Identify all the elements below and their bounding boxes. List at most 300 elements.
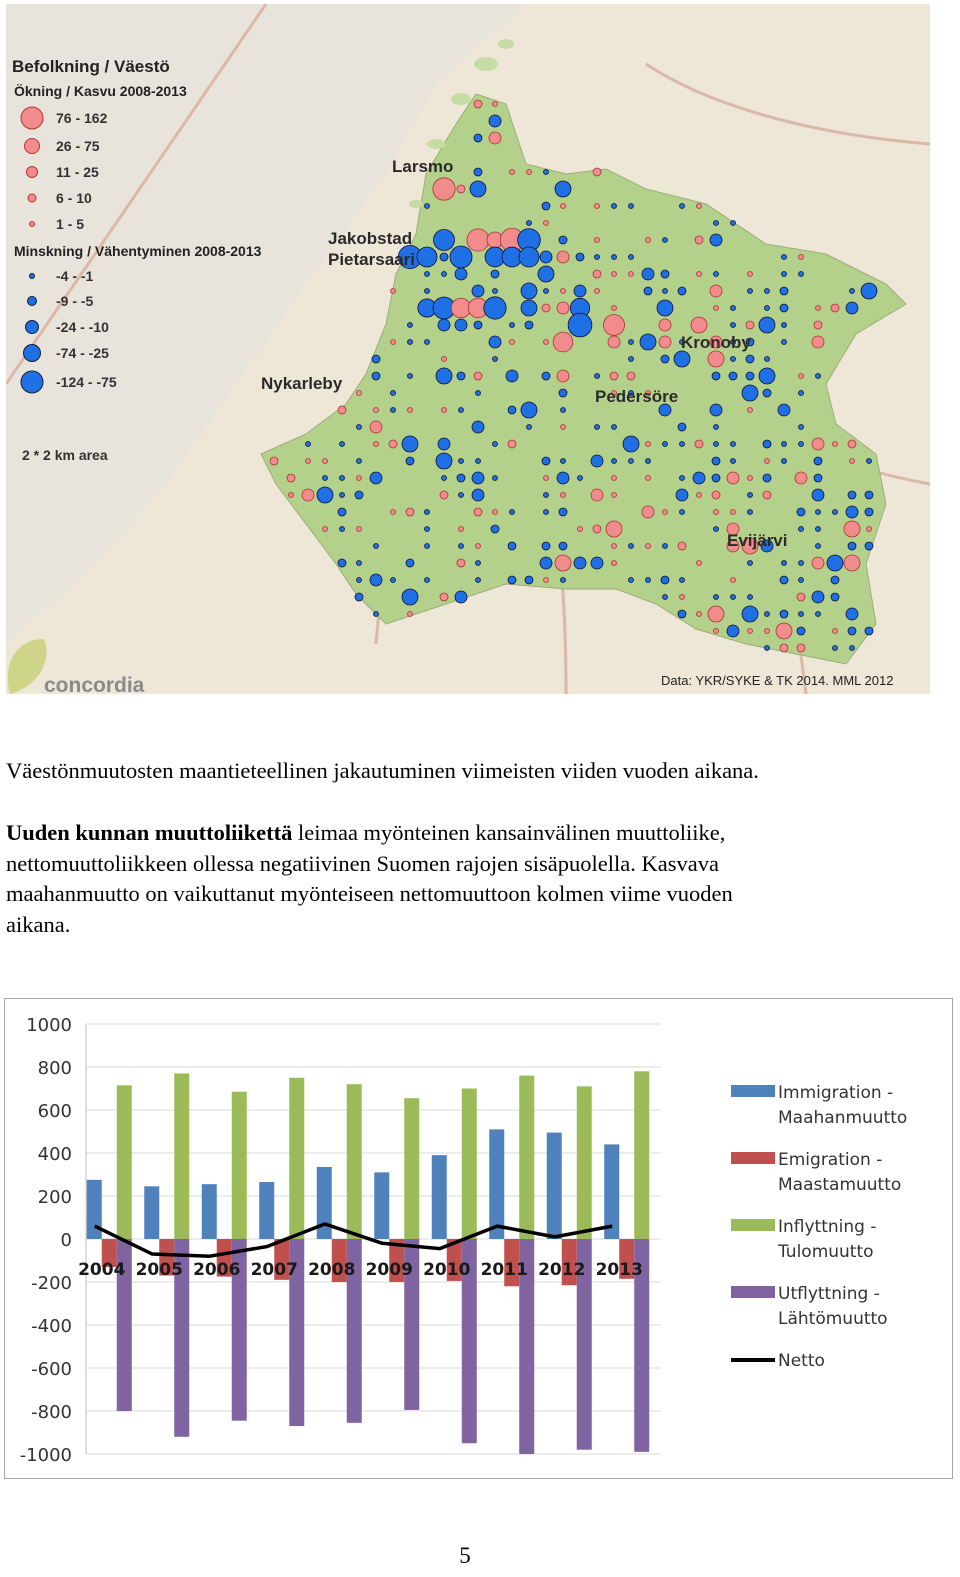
population-decrease-dot bbox=[742, 385, 758, 401]
population-decrease-dot bbox=[676, 489, 688, 501]
population-decrease-dot bbox=[678, 287, 686, 295]
population-increase-dot bbox=[593, 168, 601, 176]
population-increase-dot bbox=[306, 459, 311, 464]
population-decrease-dot bbox=[574, 557, 586, 569]
population-decrease-dot bbox=[508, 576, 516, 584]
population-decrease-dot bbox=[759, 317, 775, 333]
population-increase-dot bbox=[440, 491, 448, 499]
population-decrease-dot bbox=[714, 442, 719, 447]
population-decrease-dot bbox=[561, 578, 566, 583]
population-decrease-dot bbox=[489, 115, 501, 127]
population-decrease-dot bbox=[474, 134, 482, 142]
population-decrease-dot bbox=[340, 527, 345, 532]
migration-chart bbox=[4, 998, 954, 1480]
population-increase-dot bbox=[323, 527, 328, 532]
population-decrease-dot bbox=[731, 595, 736, 600]
population-decrease-dot bbox=[425, 510, 430, 515]
population-decrease-dot bbox=[799, 425, 804, 430]
bar-immigration-2011 bbox=[489, 1129, 504, 1239]
population-increase-dot bbox=[595, 238, 600, 243]
y-tick-label: -200 bbox=[31, 1273, 72, 1294]
population-increase-dot bbox=[697, 204, 702, 209]
population-decrease-dot bbox=[661, 355, 669, 363]
population-decrease-dot bbox=[712, 474, 720, 482]
population-increase-dot bbox=[591, 489, 603, 501]
population-decrease-dot bbox=[765, 612, 770, 617]
population-decrease-dot bbox=[623, 436, 639, 452]
legend-decrease-title: Minskning / Vähentyminen 2008-2013 bbox=[14, 243, 262, 259]
y-tick-label: -800 bbox=[31, 1402, 72, 1423]
population-decrease-dot bbox=[357, 561, 362, 566]
population-decrease-dot bbox=[778, 404, 790, 416]
population-decrease-dot bbox=[814, 457, 822, 465]
population-decrease-dot bbox=[759, 368, 775, 384]
population-decrease-dot bbox=[459, 459, 464, 464]
population-decrease-dot bbox=[663, 289, 668, 294]
population-decrease-dot bbox=[644, 287, 652, 295]
population-increase-dot bbox=[697, 272, 702, 277]
population-increase-dot bbox=[833, 442, 838, 447]
population-increase-dot bbox=[799, 374, 804, 379]
population-increase-dot bbox=[544, 476, 549, 481]
population-decrease-dot bbox=[340, 493, 345, 498]
population-increase-dot bbox=[302, 489, 314, 501]
population-decrease-dot bbox=[470, 181, 486, 197]
population-decrease-dot bbox=[799, 442, 804, 447]
population-decrease-dot bbox=[782, 255, 787, 260]
x-tick-label-2012: 2012 bbox=[538, 1260, 586, 1280]
place-label-pedersore: Pedersöre bbox=[595, 387, 679, 406]
population-decrease-dot bbox=[629, 544, 634, 549]
y-tick-label: 1000 bbox=[26, 1015, 72, 1036]
population-decrease-dot bbox=[408, 340, 413, 345]
population-increase-dot bbox=[561, 425, 566, 430]
legend-decrease-label-5: -124 - -75 bbox=[56, 374, 117, 390]
population-increase-dot bbox=[646, 544, 651, 549]
population-decrease-dot bbox=[438, 319, 450, 331]
population-increase-dot bbox=[695, 236, 703, 244]
population-increase-dot bbox=[527, 170, 532, 175]
population-increase-dot bbox=[593, 525, 601, 533]
population-decrease-dot bbox=[663, 595, 668, 600]
population-increase-dot bbox=[708, 351, 724, 367]
population-decrease-dot bbox=[799, 578, 804, 583]
population-decrease-dot bbox=[493, 289, 498, 294]
population-increase-dot bbox=[542, 304, 550, 312]
population-increase-dot bbox=[765, 459, 770, 464]
population-decrease-dot bbox=[544, 289, 549, 294]
population-decrease-dot bbox=[406, 559, 414, 567]
population-increase-dot bbox=[289, 493, 294, 498]
population-decrease-dot bbox=[559, 236, 567, 244]
bar-inflyttning-2008 bbox=[347, 1084, 362, 1239]
population-increase-dot bbox=[780, 644, 788, 652]
population-decrease-dot bbox=[816, 612, 821, 617]
population-decrease-dot bbox=[317, 487, 333, 503]
y-tick-label: 400 bbox=[37, 1144, 72, 1165]
legend-label-line-2: Lähtömuutto bbox=[778, 1309, 888, 1329]
population-decrease-dot bbox=[476, 459, 481, 464]
population-increase-dot bbox=[553, 332, 573, 352]
population-decrease-dot bbox=[425, 340, 430, 345]
population-decrease-dot bbox=[674, 351, 690, 367]
x-tick-label-2013: 2013 bbox=[595, 1260, 643, 1280]
population-increase-dot bbox=[608, 336, 620, 348]
population-decrease-dot bbox=[748, 493, 753, 498]
population-decrease-dot bbox=[742, 606, 758, 622]
legend-decrease-label-3: -24 - -10 bbox=[56, 319, 109, 335]
population-increase-dot bbox=[710, 285, 722, 297]
population-decrease-dot bbox=[680, 510, 685, 515]
population-decrease-dot bbox=[799, 612, 804, 617]
population-decrease-dot bbox=[406, 457, 414, 465]
population-decrease-dot bbox=[814, 474, 822, 482]
population-decrease-dot bbox=[710, 404, 722, 416]
population-decrease-dot bbox=[629, 578, 634, 583]
population-increase-dot bbox=[508, 440, 516, 448]
population-decrease-dot bbox=[374, 612, 379, 617]
legend-increase-label-4: 6 - 10 bbox=[56, 190, 92, 206]
population-decrease-dot bbox=[661, 270, 669, 278]
population-decrease-dot bbox=[391, 391, 396, 396]
population-decrease-dot bbox=[714, 221, 719, 226]
population-increase-dot bbox=[697, 612, 702, 617]
population-increase-dot bbox=[629, 272, 634, 277]
population-decrease-dot bbox=[712, 372, 720, 380]
population-increase-dot bbox=[561, 289, 566, 294]
population-decrease-dot bbox=[357, 459, 362, 464]
population-increase-dot bbox=[389, 440, 397, 448]
population-increase-dot bbox=[680, 595, 685, 600]
legend-decrease-symbol-5 bbox=[21, 371, 43, 393]
legend-increase-symbol-1 bbox=[21, 107, 43, 129]
population-decrease-dot bbox=[519, 247, 539, 267]
legend-label-line-2: Tulomuutto bbox=[778, 1242, 874, 1262]
population-decrease-dot bbox=[646, 459, 651, 464]
population-decrease-dot bbox=[542, 372, 550, 380]
legend-decrease-symbol-4 bbox=[24, 345, 41, 362]
bar-inflyttning-2009 bbox=[404, 1098, 419, 1239]
population-decrease-dot bbox=[714, 272, 719, 277]
population-increase-dot bbox=[663, 510, 668, 515]
population-increase-dot bbox=[612, 272, 617, 277]
y-tick-label: -1000 bbox=[19, 1445, 72, 1466]
population-decrease-dot bbox=[434, 230, 455, 251]
population-decrease-dot bbox=[374, 544, 379, 549]
population-decrease-dot bbox=[714, 425, 719, 430]
population-decrease-dot bbox=[455, 319, 467, 331]
population-increase-dot bbox=[695, 440, 703, 448]
population-decrease-dot bbox=[746, 355, 754, 363]
population-decrease-dot bbox=[663, 442, 668, 447]
bar-immigration-2012 bbox=[547, 1133, 562, 1239]
population-increase-dot bbox=[467, 229, 489, 251]
legend-decrease-label-4: -74 - -25 bbox=[56, 345, 109, 361]
population-decrease-dot bbox=[425, 544, 430, 549]
population-increase-dot bbox=[391, 289, 396, 294]
population-increase-dot bbox=[457, 559, 465, 567]
population-increase-dot bbox=[440, 593, 448, 601]
map-data-credit: Data: YKR/SYKE & TK 2014. MML 2012 bbox=[661, 673, 894, 688]
population-decrease-dot bbox=[729, 372, 737, 380]
population-decrease-dot bbox=[306, 442, 311, 447]
population-increase-dot bbox=[603, 314, 624, 335]
x-tick-label-2007: 2007 bbox=[250, 1260, 298, 1280]
x-tick-label-2010: 2010 bbox=[423, 1260, 471, 1280]
legend-swatch-utflyttning bbox=[731, 1286, 775, 1298]
population-decrease-dot bbox=[459, 544, 464, 549]
legend-increase-title: Ökning / Kasvu 2008-2013 bbox=[14, 83, 187, 99]
population-decrease-dot bbox=[544, 493, 549, 498]
population-decrease-dot bbox=[765, 289, 770, 294]
population-decrease-dot bbox=[629, 459, 634, 464]
population-decrease-dot bbox=[493, 357, 498, 362]
population-increase-dot bbox=[391, 340, 396, 345]
population-increase-dot bbox=[370, 421, 382, 433]
population-decrease-dot bbox=[748, 595, 753, 600]
population-decrease-dot bbox=[799, 272, 804, 277]
map-caption: Väestönmuutosten maantieteellinen jakautuminen viimeisten viiden vuoden aikana. bbox=[6, 758, 759, 783]
population-increase-dot bbox=[833, 629, 838, 634]
place-label-jakobstad: Jakobstad bbox=[328, 229, 413, 248]
population-decrease-dot bbox=[763, 474, 771, 482]
population-increase-dot bbox=[727, 472, 739, 484]
population-decrease-dot bbox=[642, 268, 654, 280]
population-decrease-dot bbox=[476, 578, 481, 583]
population-decrease-dot bbox=[474, 321, 482, 329]
population-decrease-dot bbox=[782, 561, 787, 566]
population-increase-dot bbox=[610, 372, 618, 380]
legend-swatch-immigration bbox=[731, 1085, 775, 1097]
population-decrease-dot bbox=[846, 608, 858, 620]
legend-label-line-2: Maahanmuutto bbox=[778, 1108, 908, 1128]
population-decrease-dot bbox=[782, 442, 787, 447]
y-tick-label: -600 bbox=[31, 1359, 72, 1380]
population-decrease-dot bbox=[780, 287, 788, 295]
population-decrease-dot bbox=[391, 578, 396, 583]
population-change-map bbox=[6, 4, 930, 694]
population-decrease-dot bbox=[678, 610, 686, 618]
population-decrease-dot bbox=[848, 542, 856, 550]
population-decrease-dot bbox=[425, 204, 430, 209]
population-increase-dot bbox=[748, 272, 753, 277]
population-increase-dot bbox=[797, 593, 805, 601]
population-increase-dot bbox=[714, 306, 719, 311]
bar-immigration-2009 bbox=[374, 1172, 389, 1239]
population-increase-dot bbox=[748, 476, 753, 481]
population-increase-dot bbox=[557, 251, 569, 263]
population-decrease-dot bbox=[436, 453, 452, 469]
population-decrease-dot bbox=[484, 297, 506, 319]
population-increase-dot bbox=[459, 527, 464, 532]
legend-increase-symbol-4 bbox=[28, 194, 36, 202]
population-decrease-dot bbox=[731, 221, 736, 226]
population-increase-dot bbox=[561, 493, 566, 498]
population-decrease-dot bbox=[727, 625, 739, 637]
population-increase-dot bbox=[748, 408, 753, 413]
population-decrease-dot bbox=[629, 204, 634, 209]
population-increase-dot bbox=[474, 372, 482, 380]
population-decrease-dot bbox=[408, 323, 413, 328]
population-decrease-dot bbox=[493, 442, 498, 447]
paragraph-line-2: nettomuuttoliikkeen ollessa negatiivinen Suomen rajojen sisäpuolella. Kasvava bbox=[6, 850, 719, 876]
population-decrease-dot bbox=[559, 389, 567, 397]
bar-inflyttning-2012 bbox=[577, 1086, 592, 1239]
population-decrease-dot bbox=[612, 425, 617, 430]
legend-swatch-emigration bbox=[731, 1152, 775, 1164]
population-decrease-dot bbox=[510, 323, 515, 328]
population-increase-dot bbox=[812, 336, 824, 348]
population-decrease-dot bbox=[525, 576, 533, 584]
population-decrease-dot bbox=[559, 542, 567, 550]
place-label-evijarvi: Evijärvi bbox=[727, 531, 788, 550]
population-decrease-dot bbox=[591, 557, 603, 569]
population-decrease-dot bbox=[865, 542, 873, 550]
population-decrease-dot bbox=[867, 459, 872, 464]
legend-increase-symbol-2 bbox=[25, 139, 40, 154]
population-increase-dot bbox=[561, 204, 566, 209]
paragraph-line-4: aikana. bbox=[6, 911, 71, 937]
population-increase-dot bbox=[357, 391, 362, 396]
population-decrease-dot bbox=[491, 525, 499, 533]
population-decrease-dot bbox=[559, 508, 567, 516]
population-decrease-dot bbox=[506, 370, 518, 382]
population-decrease-dot bbox=[521, 300, 537, 316]
bar-immigration-2006 bbox=[202, 1184, 217, 1239]
population-increase-dot bbox=[544, 578, 549, 583]
population-increase-dot bbox=[557, 370, 569, 382]
population-decrease-dot bbox=[629, 340, 634, 345]
population-decrease-dot bbox=[450, 246, 472, 268]
population-decrease-dot bbox=[678, 423, 686, 431]
legend-increase-label-2: 26 - 75 bbox=[56, 138, 100, 154]
population-decrease-dot bbox=[782, 272, 787, 277]
population-decrease-dot bbox=[827, 555, 843, 571]
population-increase-dot bbox=[776, 623, 792, 639]
population-decrease-dot bbox=[680, 578, 685, 583]
population-decrease-dot bbox=[816, 374, 821, 379]
bar-immigration-2008 bbox=[317, 1167, 332, 1239]
population-increase-dot bbox=[357, 527, 362, 532]
y-tick-label: 200 bbox=[37, 1187, 72, 1208]
population-decrease-dot bbox=[831, 593, 839, 601]
population-increase-dot bbox=[510, 170, 515, 175]
population-increase-dot bbox=[646, 476, 651, 481]
population-decrease-dot bbox=[612, 255, 617, 260]
population-decrease-dot bbox=[816, 510, 821, 515]
population-increase-dot bbox=[816, 306, 821, 311]
population-increase-dot bbox=[357, 476, 362, 481]
population-increase-dot bbox=[612, 544, 617, 549]
population-decrease-dot bbox=[576, 253, 584, 261]
population-decrease-dot bbox=[731, 459, 736, 464]
population-decrease-dot bbox=[355, 491, 363, 499]
population-decrease-dot bbox=[629, 255, 634, 260]
population-increase-dot bbox=[646, 442, 651, 447]
population-decrease-dot bbox=[812, 489, 824, 501]
population-increase-dot bbox=[338, 406, 346, 414]
population-decrease-dot bbox=[748, 510, 753, 515]
population-decrease-dot bbox=[865, 508, 873, 516]
population-increase-dot bbox=[406, 508, 414, 516]
population-decrease-dot bbox=[748, 289, 753, 294]
population-decrease-dot bbox=[357, 578, 362, 583]
population-decrease-dot bbox=[782, 340, 787, 345]
population-decrease-dot bbox=[555, 181, 571, 197]
legend-increase-symbol-3 bbox=[27, 167, 38, 178]
population-decrease-dot bbox=[646, 578, 651, 583]
population-decrease-dot bbox=[425, 272, 430, 277]
population-decrease-dot bbox=[438, 438, 450, 450]
population-increase-dot bbox=[489, 132, 501, 144]
paragraph-line-1-rest: leimaa myönteinen kansainvälinen muuttoliike, bbox=[292, 820, 726, 845]
population-decrease-dot bbox=[595, 255, 600, 260]
x-tick-label-2011: 2011 bbox=[480, 1260, 528, 1280]
population-increase-dot bbox=[612, 476, 617, 481]
bar-inflyttning-2006 bbox=[232, 1092, 247, 1239]
population-decrease-dot bbox=[765, 646, 770, 651]
population-decrease-dot bbox=[746, 372, 754, 380]
population-increase-dot bbox=[433, 178, 455, 200]
population-decrease-dot bbox=[425, 289, 430, 294]
population-decrease-dot bbox=[799, 561, 804, 566]
population-decrease-dot bbox=[765, 357, 770, 362]
legend-increase-label-3: 11 - 25 bbox=[56, 164, 99, 180]
population-decrease-dot bbox=[340, 442, 345, 447]
population-increase-dot bbox=[593, 270, 601, 278]
population-increase-dot bbox=[697, 493, 702, 498]
population-decrease-dot bbox=[595, 425, 600, 430]
legend-increase-label-5: 1 - 5 bbox=[56, 216, 85, 232]
population-increase-dot bbox=[595, 289, 600, 294]
population-increase-dot bbox=[474, 508, 482, 516]
bar-inflyttning-2004 bbox=[117, 1085, 132, 1239]
population-decrease-dot bbox=[540, 557, 552, 569]
population-decrease-dot bbox=[402, 436, 418, 452]
population-increase-dot bbox=[612, 561, 617, 566]
population-increase-dot bbox=[797, 644, 805, 652]
legend-label-line-2: Maastamuutto bbox=[778, 1175, 902, 1195]
population-decrease-dot bbox=[472, 472, 484, 484]
population-decrease-dot bbox=[459, 408, 464, 413]
population-decrease-dot bbox=[527, 425, 532, 430]
population-decrease-dot bbox=[455, 268, 467, 280]
population-decrease-dot bbox=[542, 457, 550, 465]
population-decrease-dot bbox=[680, 442, 685, 447]
population-decrease-dot bbox=[510, 510, 515, 515]
population-decrease-dot bbox=[568, 313, 592, 337]
population-decrease-dot bbox=[812, 591, 824, 603]
legend-label: Immigration - bbox=[778, 1083, 894, 1103]
population-increase-dot bbox=[493, 510, 498, 515]
population-decrease-dot bbox=[372, 372, 380, 380]
population-decrease-dot bbox=[476, 561, 481, 566]
population-increase-dot bbox=[606, 521, 622, 537]
legend-decrease-label-1: -4 - -1 bbox=[56, 268, 94, 284]
population-decrease-dot bbox=[799, 391, 804, 396]
y-tick-label: 800 bbox=[37, 1058, 72, 1079]
legend-title: Befolkning / Väestö bbox=[12, 57, 170, 76]
population-decrease-dot bbox=[848, 627, 856, 635]
population-increase-dot bbox=[844, 555, 860, 571]
population-increase-dot bbox=[748, 629, 753, 634]
population-decrease-dot bbox=[595, 374, 600, 379]
y-tick-label: 0 bbox=[60, 1230, 72, 1251]
legend-decrease-symbol-2 bbox=[28, 297, 37, 306]
page-number: 5 bbox=[459, 1543, 471, 1568]
legend-decrease-label-2: -9 - -5 bbox=[56, 293, 94, 309]
population-decrease-dot bbox=[763, 440, 771, 448]
